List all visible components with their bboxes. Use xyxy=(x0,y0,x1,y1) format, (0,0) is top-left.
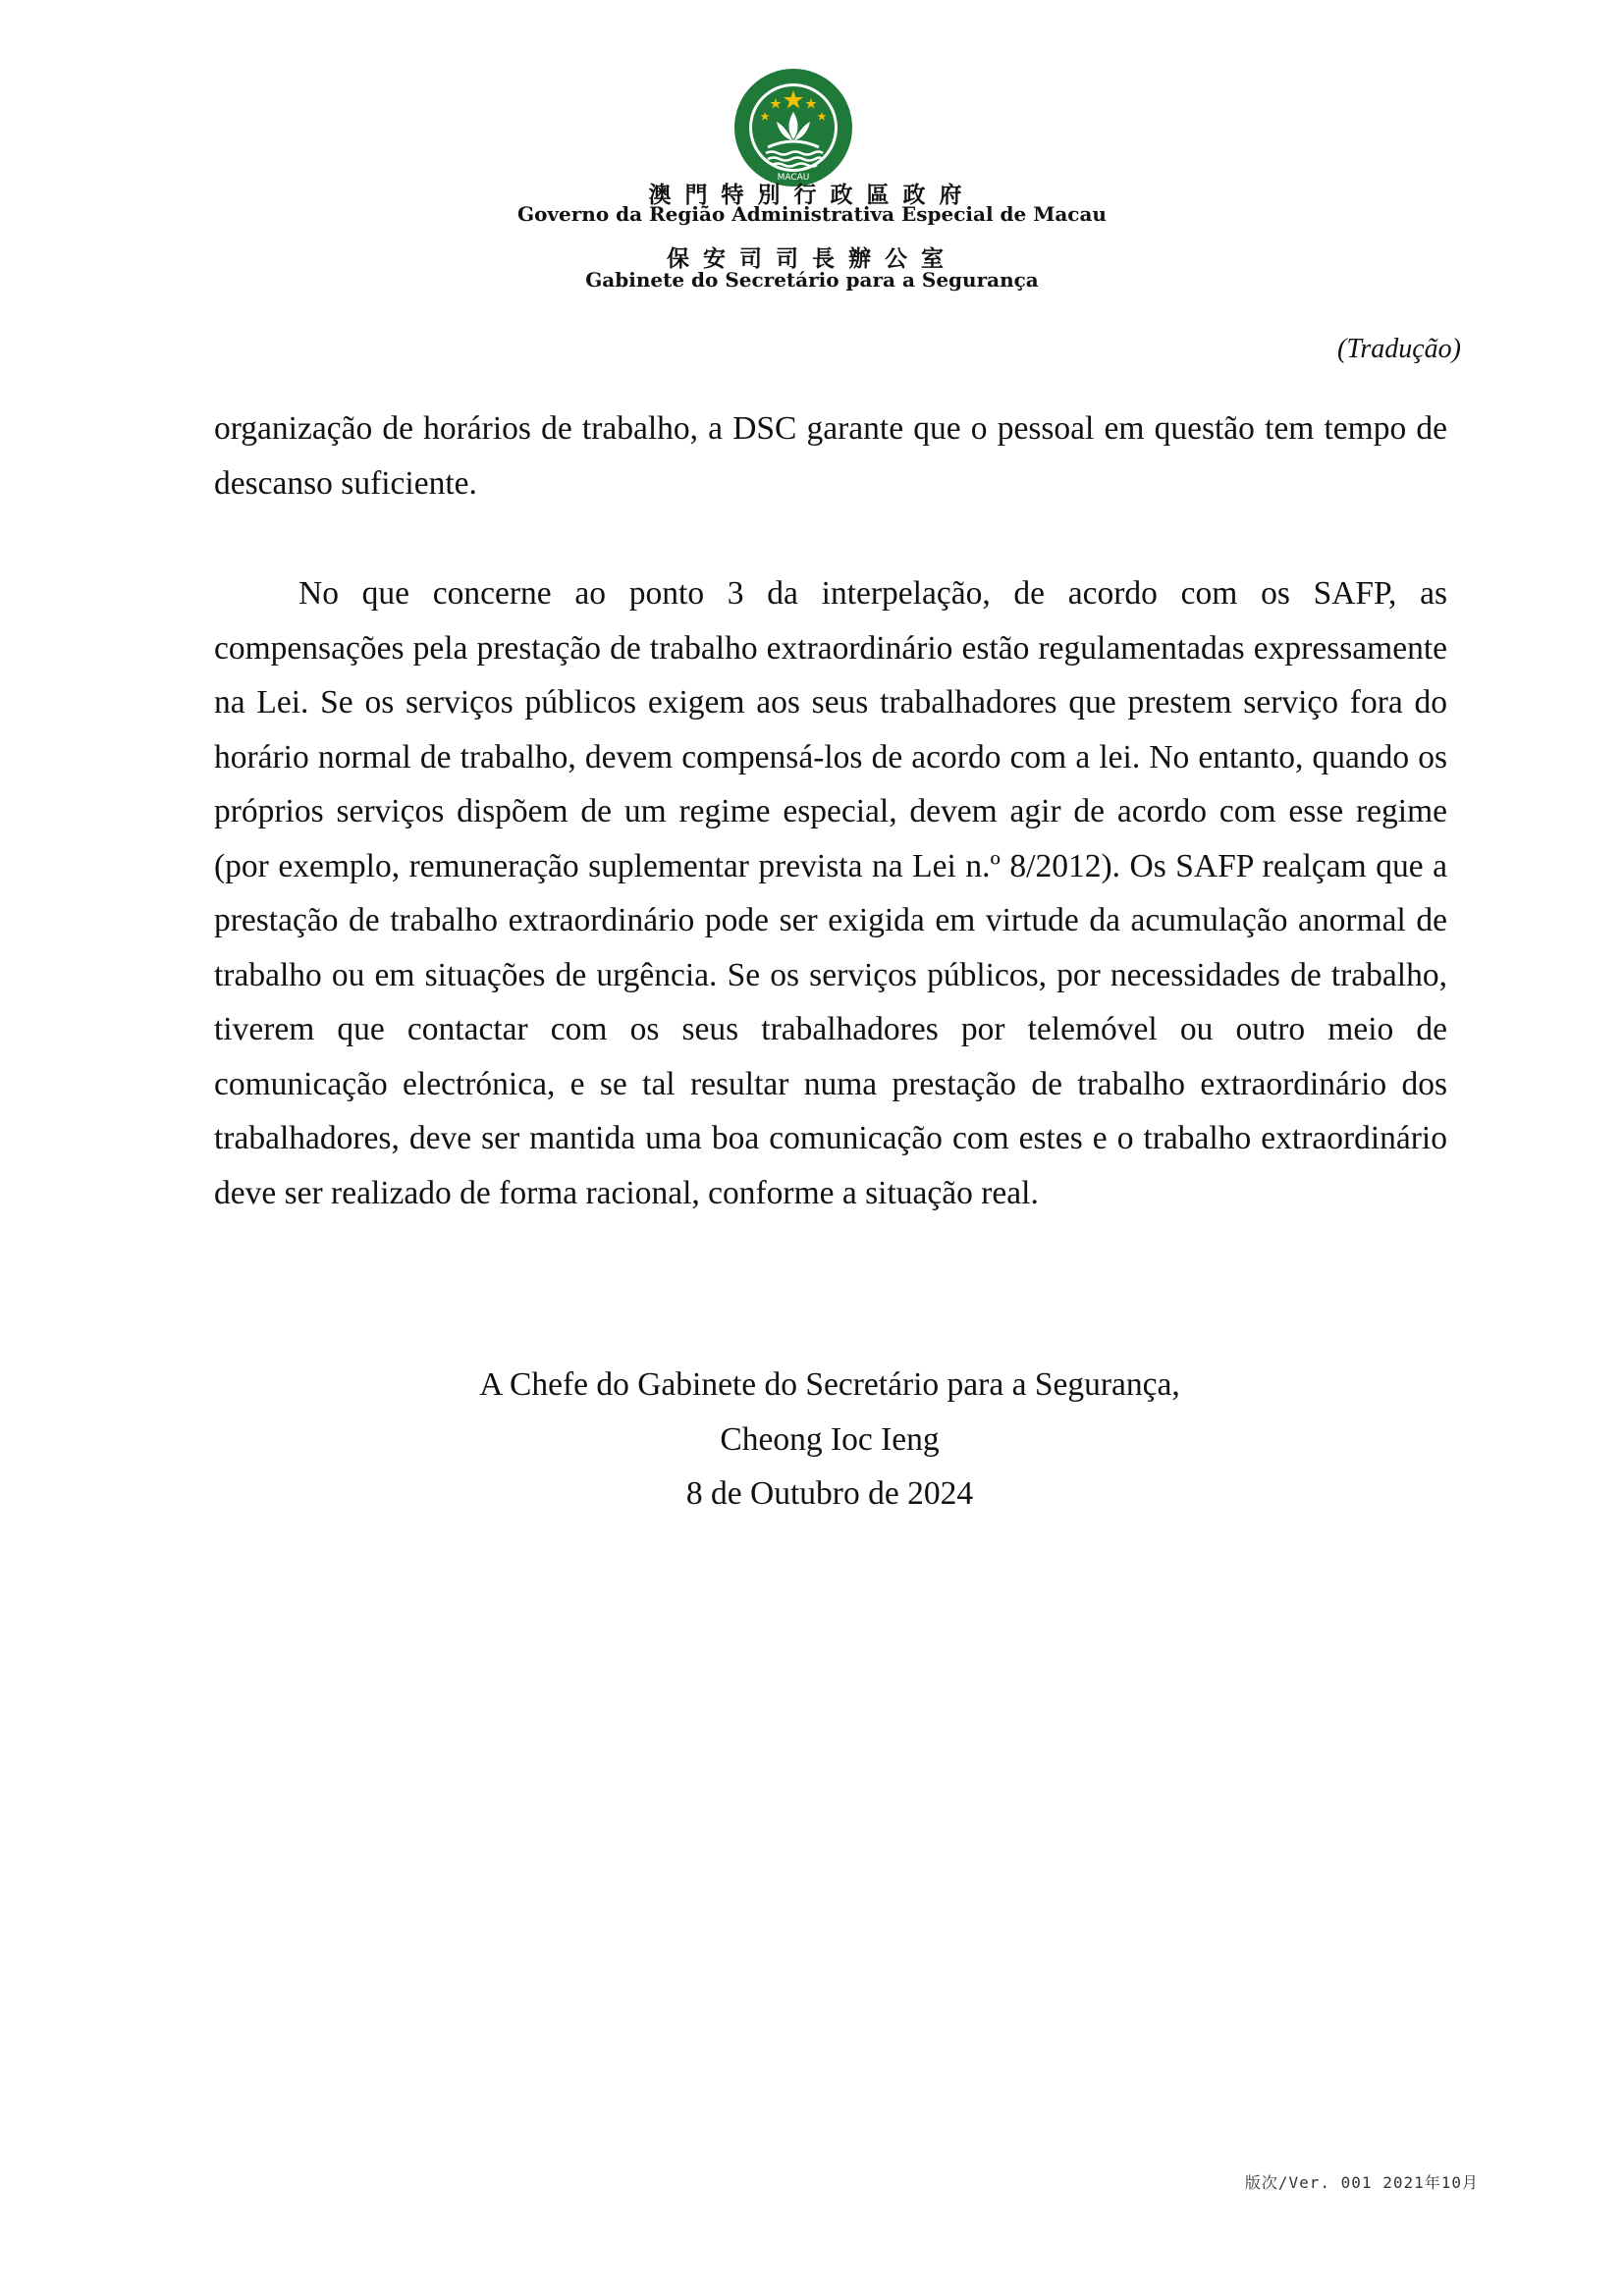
body-paragraph-2: No que concerne ao ponto 3 da interpelação, de acordo com os SAFP, as compensações pela prestação de trabalho extraordinário estão regulamentadas expressamente na Lei. Se os serviços públicos exigem aos seus trabalhadores que prestem serviço fora do horário normal de trabalho, devem compensá-los de acordo com a lei. No entanto, quando os próprios serviços dispõem de um regime especial, devem agir de acordo com esse regime (por exemplo, remuneração suplementar prevista na Lei n.º 8/2012). Os SAFP realçam que a prestação de trabalho extraordinário pode ser exigida em virtude da acumulação anormal de trabalho ou em situações de urgência. Se os serviços públicos, por necessidades de trabalho, tiverem que contactar com os seus trabalhadores por telemóvel ou outro meio de comunicação electrónica, e se tal resultar numa prestação de trabalho extraordinário dos trabalhadores, deve ser mantida uma boa comunicação com estes e o trabalho extraordinário deve ser realizado de forma racional, conforme a situação real. xyxy=(214,575,1447,1211)
document-version: 版次/Ver. 001 2021年10月 xyxy=(1244,2173,1479,2192)
government-name-chinese: 澳門特別行政區政府 xyxy=(648,182,976,208)
macau-emblem-logo xyxy=(732,67,854,188)
government-name-portuguese: Governo da Região Administrativa Especial de Macau xyxy=(517,202,1107,226)
office-name-portuguese: Gabinete do Secretário para a Segurança xyxy=(585,268,1039,292)
office-name-chinese: 保安司司長辦公室 xyxy=(667,245,957,272)
signatory-title: A Chefe do Gabinete do Secretário para a Segurança, xyxy=(479,1366,1180,1403)
translation-note: (Tradução) xyxy=(1337,334,1461,364)
signature-date: 8 de Outubro de 2024 xyxy=(685,1475,974,1512)
svg-text:MACAU: MACAU xyxy=(777,173,810,183)
body-paragraph-1: organização de horários de trabalho, a DSC garante que o pessoal em questão tem tempo de descanso suficiente. xyxy=(214,410,1447,502)
signature-block xyxy=(0,1358,1624,1522)
signatory-name: Cheong Ioc Ieng xyxy=(720,1420,940,1458)
